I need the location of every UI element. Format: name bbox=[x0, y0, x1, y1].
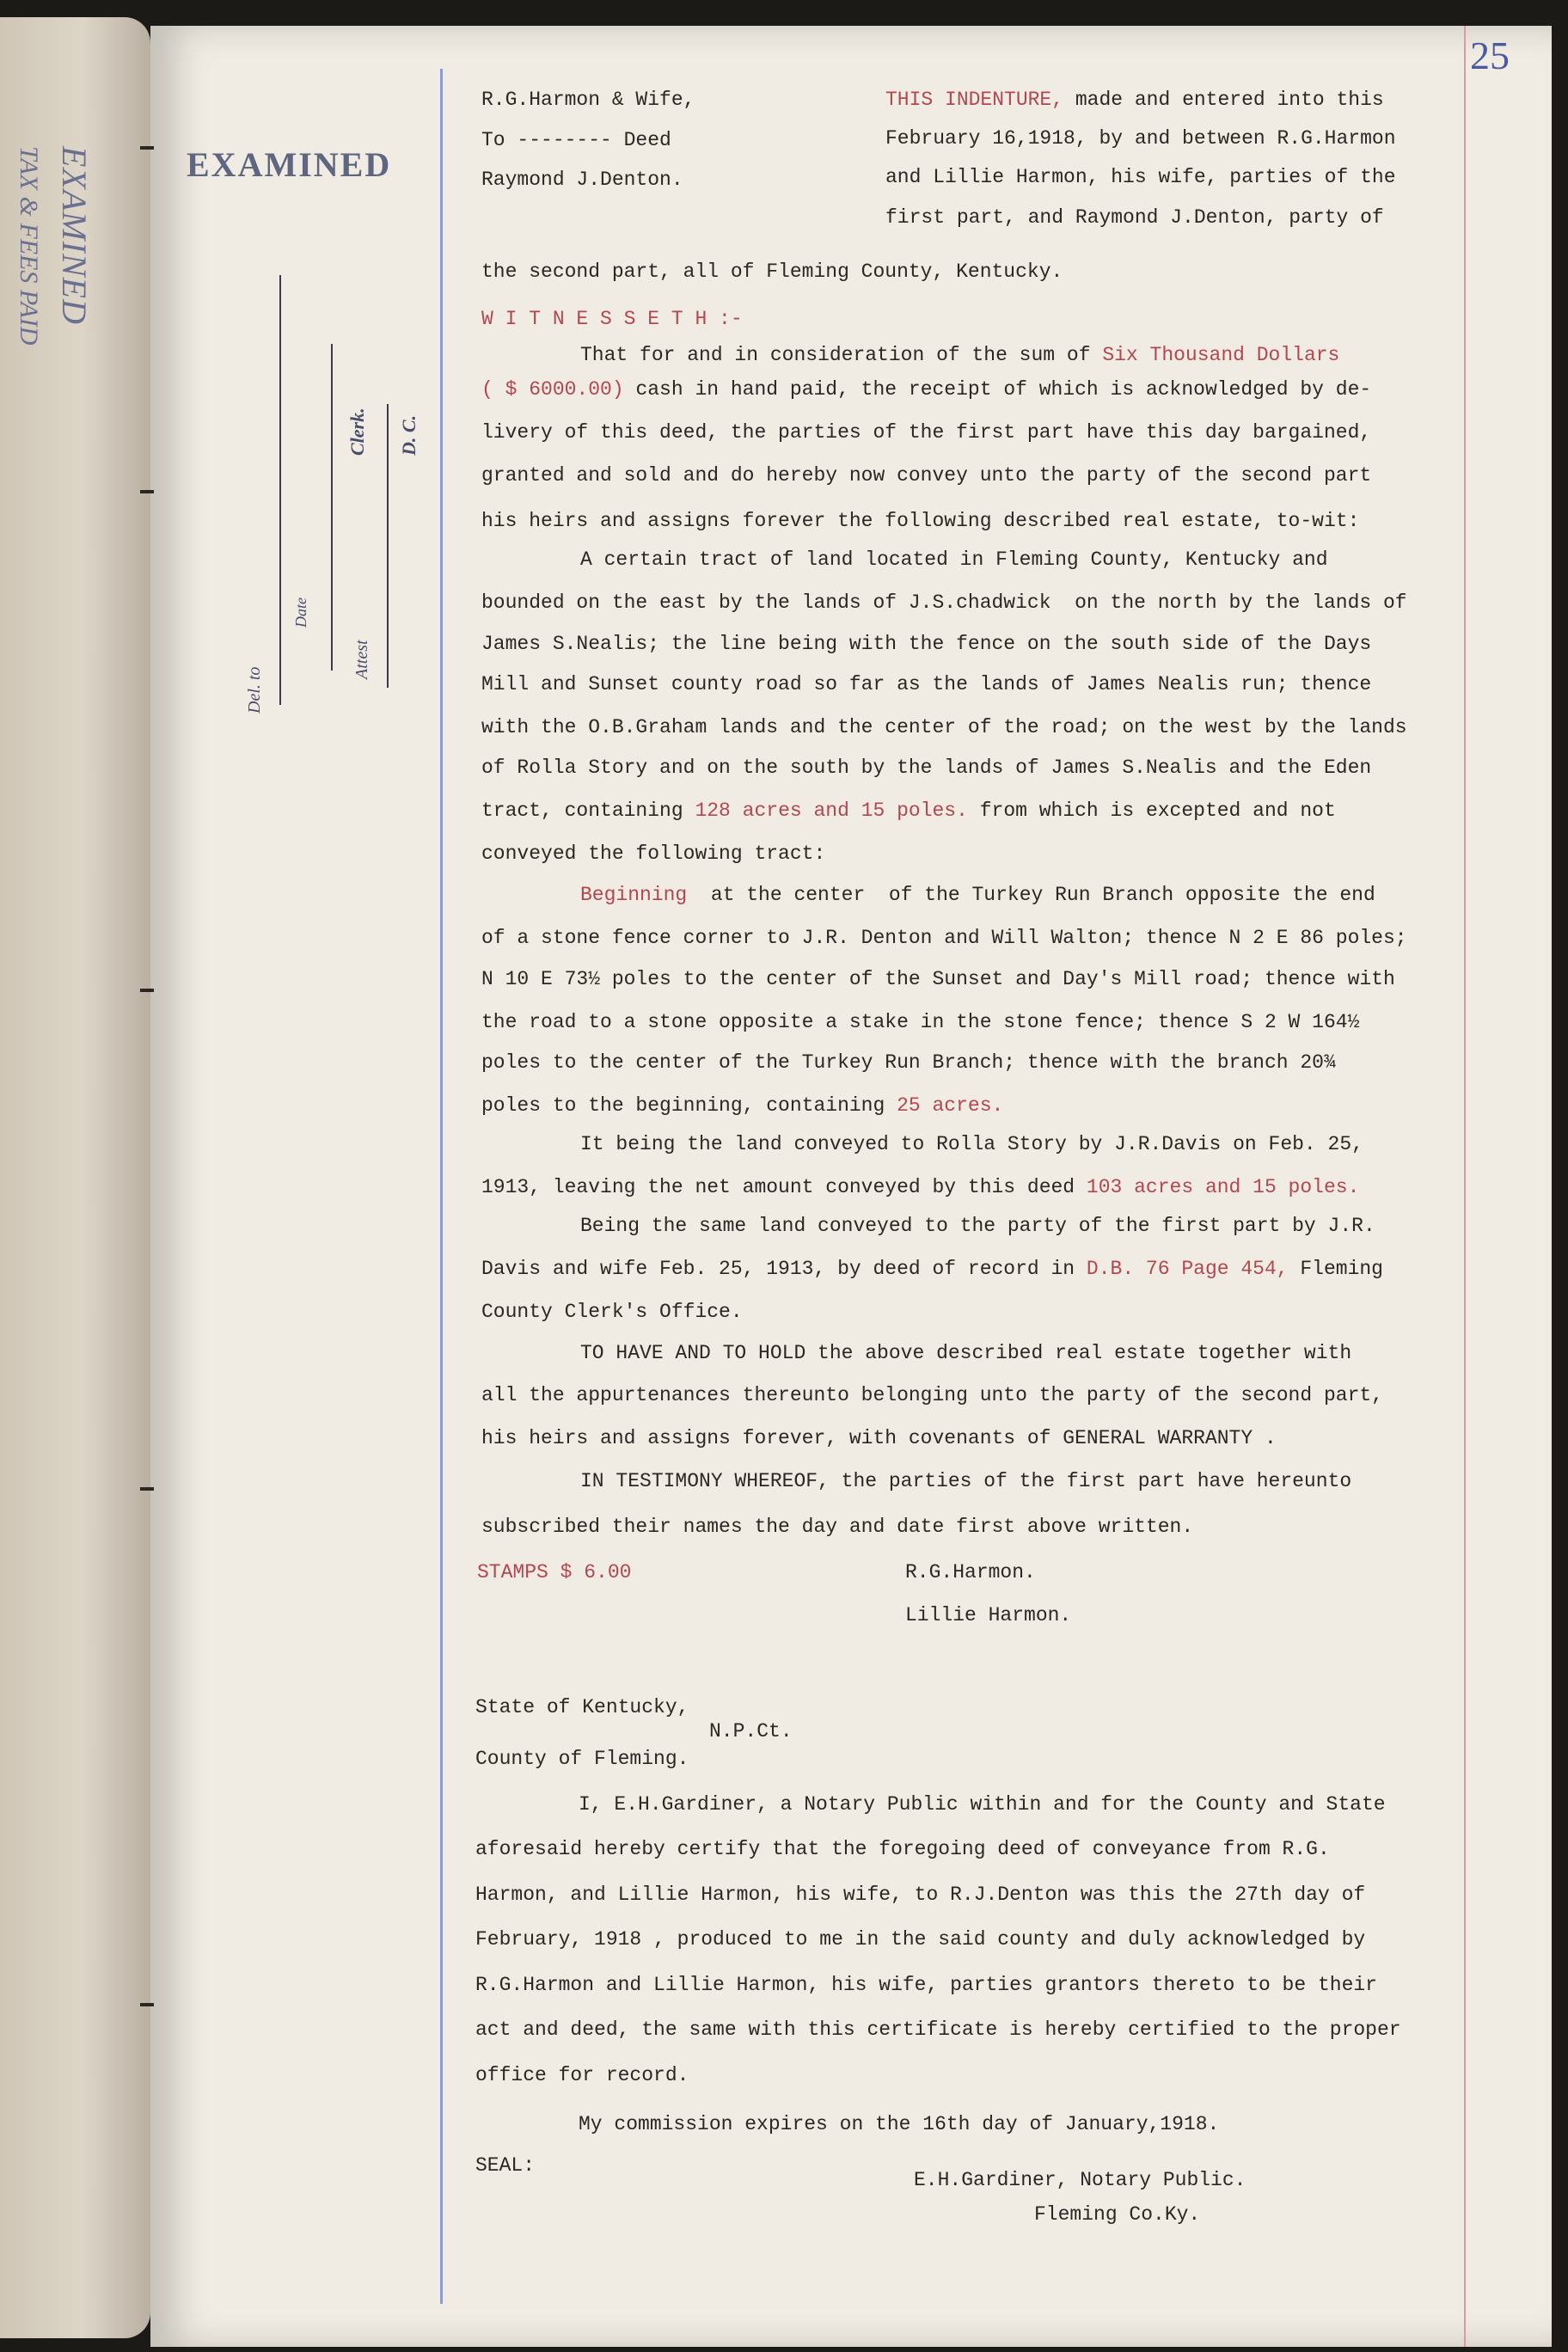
deed-text-line bbox=[481, 511, 1359, 531]
deed-text-segment: W I T N E S S E T H :- bbox=[481, 308, 743, 330]
deed-text-segment: his heirs and assigns forever the following described real estate, to-wit: bbox=[481, 510, 1360, 532]
deed-text-segment: the second part, all of Fleming County, Kentucky. bbox=[481, 260, 1063, 283]
deed-text-segment: poles to the center of the Turkey Run Branch; thence with the branch 20¾ bbox=[481, 1051, 1336, 1074]
facing-page-stamp bbox=[9, 146, 138, 507]
clerk-label: Clerk. bbox=[346, 407, 368, 456]
deed-text-segment: THIS INDENTURE, bbox=[885, 89, 1064, 111]
deed-text-segment: February 16,1918, by and between R.G.Harmon bbox=[885, 127, 1396, 150]
deed-text-line bbox=[481, 634, 1371, 654]
dc-label: D. C. bbox=[398, 414, 420, 456]
stamp-tax-fees-text: TAX & FEES PAID bbox=[15, 146, 43, 346]
deed-text-segment: N 10 E 73½ poles to the center of the Sunset and Day's Mill road; thence with bbox=[481, 968, 1395, 990]
deed-text-line bbox=[580, 550, 1328, 570]
deed-text-line bbox=[475, 2156, 535, 2176]
caption-deed-type: To -------- Deed bbox=[481, 129, 671, 151]
deed-text-segment: all the appurtenances thereunto belonging unto the party of the second part, bbox=[481, 1384, 1383, 1406]
deed-text-line bbox=[580, 346, 1339, 365]
deed-text-segment: IN TESTIMONY WHEREOF, the parties of the first part have hereunto bbox=[580, 1470, 1352, 1492]
deed-text-segment: from which is excepted and not bbox=[967, 799, 1336, 822]
deed-text-line bbox=[481, 970, 1395, 989]
deed-text-segment: Harmon, and Lillie Harmon, his wife, to R.J.Denton was this the 27th day of bbox=[475, 1883, 1366, 1906]
binding-stitch bbox=[140, 146, 154, 150]
deed-text-line bbox=[475, 2020, 1401, 2040]
deed-text-segment: granted and sold and do hereby now convey unto the party of the second part bbox=[481, 464, 1372, 487]
deed-text-segment: Fleming bbox=[1288, 1258, 1383, 1280]
deed-text-segment: Beginning bbox=[580, 884, 688, 906]
deed-text-line bbox=[481, 758, 1371, 778]
deed-text-line bbox=[905, 1606, 1071, 1626]
deed-text-line bbox=[885, 208, 1384, 228]
deed-text-segment: with the O.B.Graham lands and the center of the road; on the west by the lands bbox=[481, 716, 1407, 738]
deed-text-segment: tract, containing bbox=[481, 799, 695, 822]
deed-text-segment: E.H.Gardiner, Notary Public. bbox=[914, 2169, 1246, 2191]
deed-text-segment: State of Kentucky, bbox=[475, 1696, 689, 1718]
deed-text-segment: My commission expires on the 16th day of January,1918. bbox=[579, 2113, 1220, 2135]
date-line bbox=[331, 344, 333, 671]
deed-text-line bbox=[481, 801, 1336, 821]
deed-text-line bbox=[885, 90, 1384, 110]
deed-text-line bbox=[885, 129, 1396, 149]
deed-text-line bbox=[481, 1302, 743, 1322]
margin-rule-red bbox=[1464, 26, 1466, 2347]
deed-text-line bbox=[481, 1517, 1193, 1537]
deed-text-segment: Lillie Harmon. bbox=[905, 1604, 1072, 1626]
delivery-line bbox=[279, 275, 281, 705]
deed-text-segment: at the center of the Turkey Run Branch opposite the end bbox=[687, 884, 1375, 906]
deed-text-line bbox=[481, 718, 1407, 738]
binding-stitch bbox=[140, 2003, 154, 2006]
deed-page bbox=[150, 26, 1552, 2347]
delivery-record-block bbox=[245, 249, 420, 714]
deed-text-line bbox=[709, 1722, 793, 1742]
deed-text-line bbox=[481, 423, 1371, 443]
deed-text-segment: SEAL: bbox=[475, 2154, 536, 2177]
deed-text-segment: Six Thousand Dollars bbox=[1102, 344, 1340, 366]
examined-stamp: EXAMINED bbox=[187, 145, 392, 184]
deed-text-segment: A certain tract of land located in Fleming County, Kentucky and bbox=[580, 548, 1328, 571]
deed-text-line bbox=[914, 2171, 1246, 2190]
attest-line bbox=[387, 404, 389, 688]
deed-text-line bbox=[481, 466, 1371, 486]
binding-stitch bbox=[140, 989, 154, 992]
deed-text-segment: Being the same land conveyed to the party of the first part by J.R. bbox=[580, 1215, 1375, 1237]
deed-text-segment: poles to the beginning, containing bbox=[481, 1094, 897, 1117]
deed-text-line bbox=[885, 168, 1396, 187]
deed-text-line bbox=[481, 1386, 1383, 1406]
deed-text-segment: office for record. bbox=[475, 2064, 689, 2086]
date-label: Date bbox=[292, 597, 309, 628]
deed-text-segment: N.P.Ct. bbox=[709, 1720, 793, 1743]
deed-text-segment: 103 acres and 15 poles. bbox=[1086, 1176, 1360, 1198]
deed-text-segment: ( $ 6000.00) bbox=[481, 378, 624, 401]
deed-text-segment: 25 acres. bbox=[897, 1094, 1004, 1117]
caption-grantee: Raymond J.Denton. bbox=[481, 168, 683, 191]
deed-text-segment: conveyed the following tract: bbox=[481, 842, 826, 865]
page-number: 25 bbox=[1470, 34, 1510, 77]
del-to-label: Del. to bbox=[245, 666, 264, 714]
deed-text-line bbox=[481, 675, 1371, 695]
deed-text-segment: 1913, leaving the net amount conveyed by this deed bbox=[481, 1176, 1087, 1198]
deed-text-segment: R.G.Harmon and Lillie Harmon, his wife, parties grantors thereto to be their bbox=[475, 1974, 1377, 1996]
deed-text-segment: February, 1918 , produced to me in the said county and duly acknowledged by bbox=[475, 1928, 1366, 1951]
deed-text-line bbox=[475, 1885, 1365, 1905]
deed-text-line bbox=[477, 1563, 631, 1583]
caption-grantor: R.G.Harmon & Wife, bbox=[481, 89, 695, 111]
facing-page bbox=[0, 17, 150, 2338]
deed-text-line bbox=[481, 928, 1407, 948]
deed-text-segment: TO HAVE AND TO HOLD the above described real estate together with bbox=[580, 1342, 1352, 1364]
deed-text-segment: the road to a stone opposite a stake in the stone fence; thence S 2 W 164½ bbox=[481, 1011, 1360, 1033]
binding-stitch bbox=[140, 1487, 154, 1491]
deed-text-segment: Fleming Co.Ky. bbox=[1034, 2203, 1201, 2226]
deed-text-segment: 128 acres and 15 poles. bbox=[695, 799, 968, 822]
deed-text-line bbox=[580, 1216, 1375, 1236]
stamp-examined-text: EXAMINED bbox=[55, 146, 94, 325]
attest-label: Attest bbox=[352, 640, 371, 679]
deed-text-line bbox=[580, 1344, 1351, 1363]
deed-text-line bbox=[579, 2115, 1219, 2135]
deed-text-segment: That for and in consideration of the sum of bbox=[580, 344, 1103, 366]
deed-text-segment: It being the land conveyed to Rolla Story by J.R.Davis on Feb. 25, bbox=[580, 1133, 1363, 1155]
deed-text-line bbox=[580, 885, 1375, 905]
deed-text-segment: aforesaid hereby certify that the foregoing deed of conveyance from R.G. bbox=[475, 1838, 1330, 1860]
deed-text-line bbox=[481, 380, 1371, 400]
deed-text-line bbox=[481, 844, 825, 864]
deed-text-line bbox=[481, 262, 1063, 282]
deed-text-segment: County of Fleming. bbox=[475, 1748, 689, 1770]
deed-text-line bbox=[481, 1013, 1359, 1032]
deed-text-segment: act and deed, the same with this certificate is hereby certified to the proper bbox=[475, 2018, 1401, 2041]
deed-text-segment: of a stone fence corner to J.R. Denton and Will Walton; thence N 2 E 86 poles; bbox=[481, 927, 1407, 949]
deed-text-segment: I, E.H.Gardiner, a Notary Public within and for the County and State bbox=[579, 1793, 1386, 1816]
deed-text-segment: D.B. 76 Page 454, bbox=[1086, 1258, 1289, 1280]
binding-stitch bbox=[140, 490, 154, 493]
deed-text-segment: Davis and wife Feb. 25, 1913, by deed of record in bbox=[481, 1258, 1087, 1280]
deed-text-line bbox=[580, 1472, 1351, 1491]
deed-text-line bbox=[475, 1975, 1377, 1995]
deed-text-line bbox=[481, 1096, 1003, 1116]
deed-text-segment: County Clerk's Office. bbox=[481, 1301, 743, 1323]
deed-text-segment: James S.Nealis; the line being with the fence on the south side of the Days bbox=[481, 633, 1372, 655]
deed-text-segment: cash in hand paid, the receipt of which is acknowledged by de- bbox=[623, 378, 1372, 401]
deed-text-line bbox=[481, 1429, 1277, 1449]
deed-text-line bbox=[481, 1178, 1359, 1197]
deed-text-line bbox=[905, 1563, 1036, 1583]
deed-text-segment: R.G.Harmon. bbox=[905, 1561, 1036, 1583]
deed-text-segment: first part, and Raymond J.Denton, party of bbox=[885, 206, 1384, 229]
deed-text-segment: STAMPS $ 6.00 bbox=[477, 1561, 632, 1583]
deed-text-segment: livery of this deed, the parties of the first part have this day bargained, bbox=[481, 421, 1372, 444]
deed-text-line bbox=[579, 1795, 1386, 1815]
deed-text-line bbox=[475, 2066, 689, 2086]
deed-text-line bbox=[475, 1930, 1365, 1950]
deed-text-segment: his heirs and assigns forever, with covenants of GENERAL WARRANTY . bbox=[481, 1427, 1277, 1449]
deed-text-line bbox=[1034, 2205, 1200, 2225]
deed-text-line bbox=[481, 593, 1407, 613]
margin-rule-blue bbox=[440, 69, 443, 2304]
deed-text-line bbox=[481, 1259, 1383, 1279]
deed-text-line bbox=[475, 1840, 1330, 1859]
deed-text-line bbox=[475, 1749, 689, 1769]
deed-text-line bbox=[481, 309, 743, 329]
deed-text-segment: subscribed their names the day and date first above written. bbox=[481, 1516, 1194, 1538]
deed-text-segment: bounded on the east by the lands of J.S.chadwick on the north by the lands of bbox=[481, 591, 1407, 614]
deed-text-segment: Mill and Sunset county road so far as the lands of James Nealis run; thence bbox=[481, 673, 1372, 695]
deed-text-segment: and Lillie Harmon, his wife, parties of the bbox=[885, 166, 1396, 188]
deed-text-line bbox=[475, 1698, 689, 1718]
deed-text-line bbox=[580, 1135, 1363, 1155]
deed-text-segment: of Rolla Story and on the south by the lands of James S.Nealis and the Eden bbox=[481, 756, 1372, 779]
deed-text-line bbox=[481, 1053, 1336, 1073]
deed-text-segment: made and entered into this bbox=[1063, 89, 1384, 111]
